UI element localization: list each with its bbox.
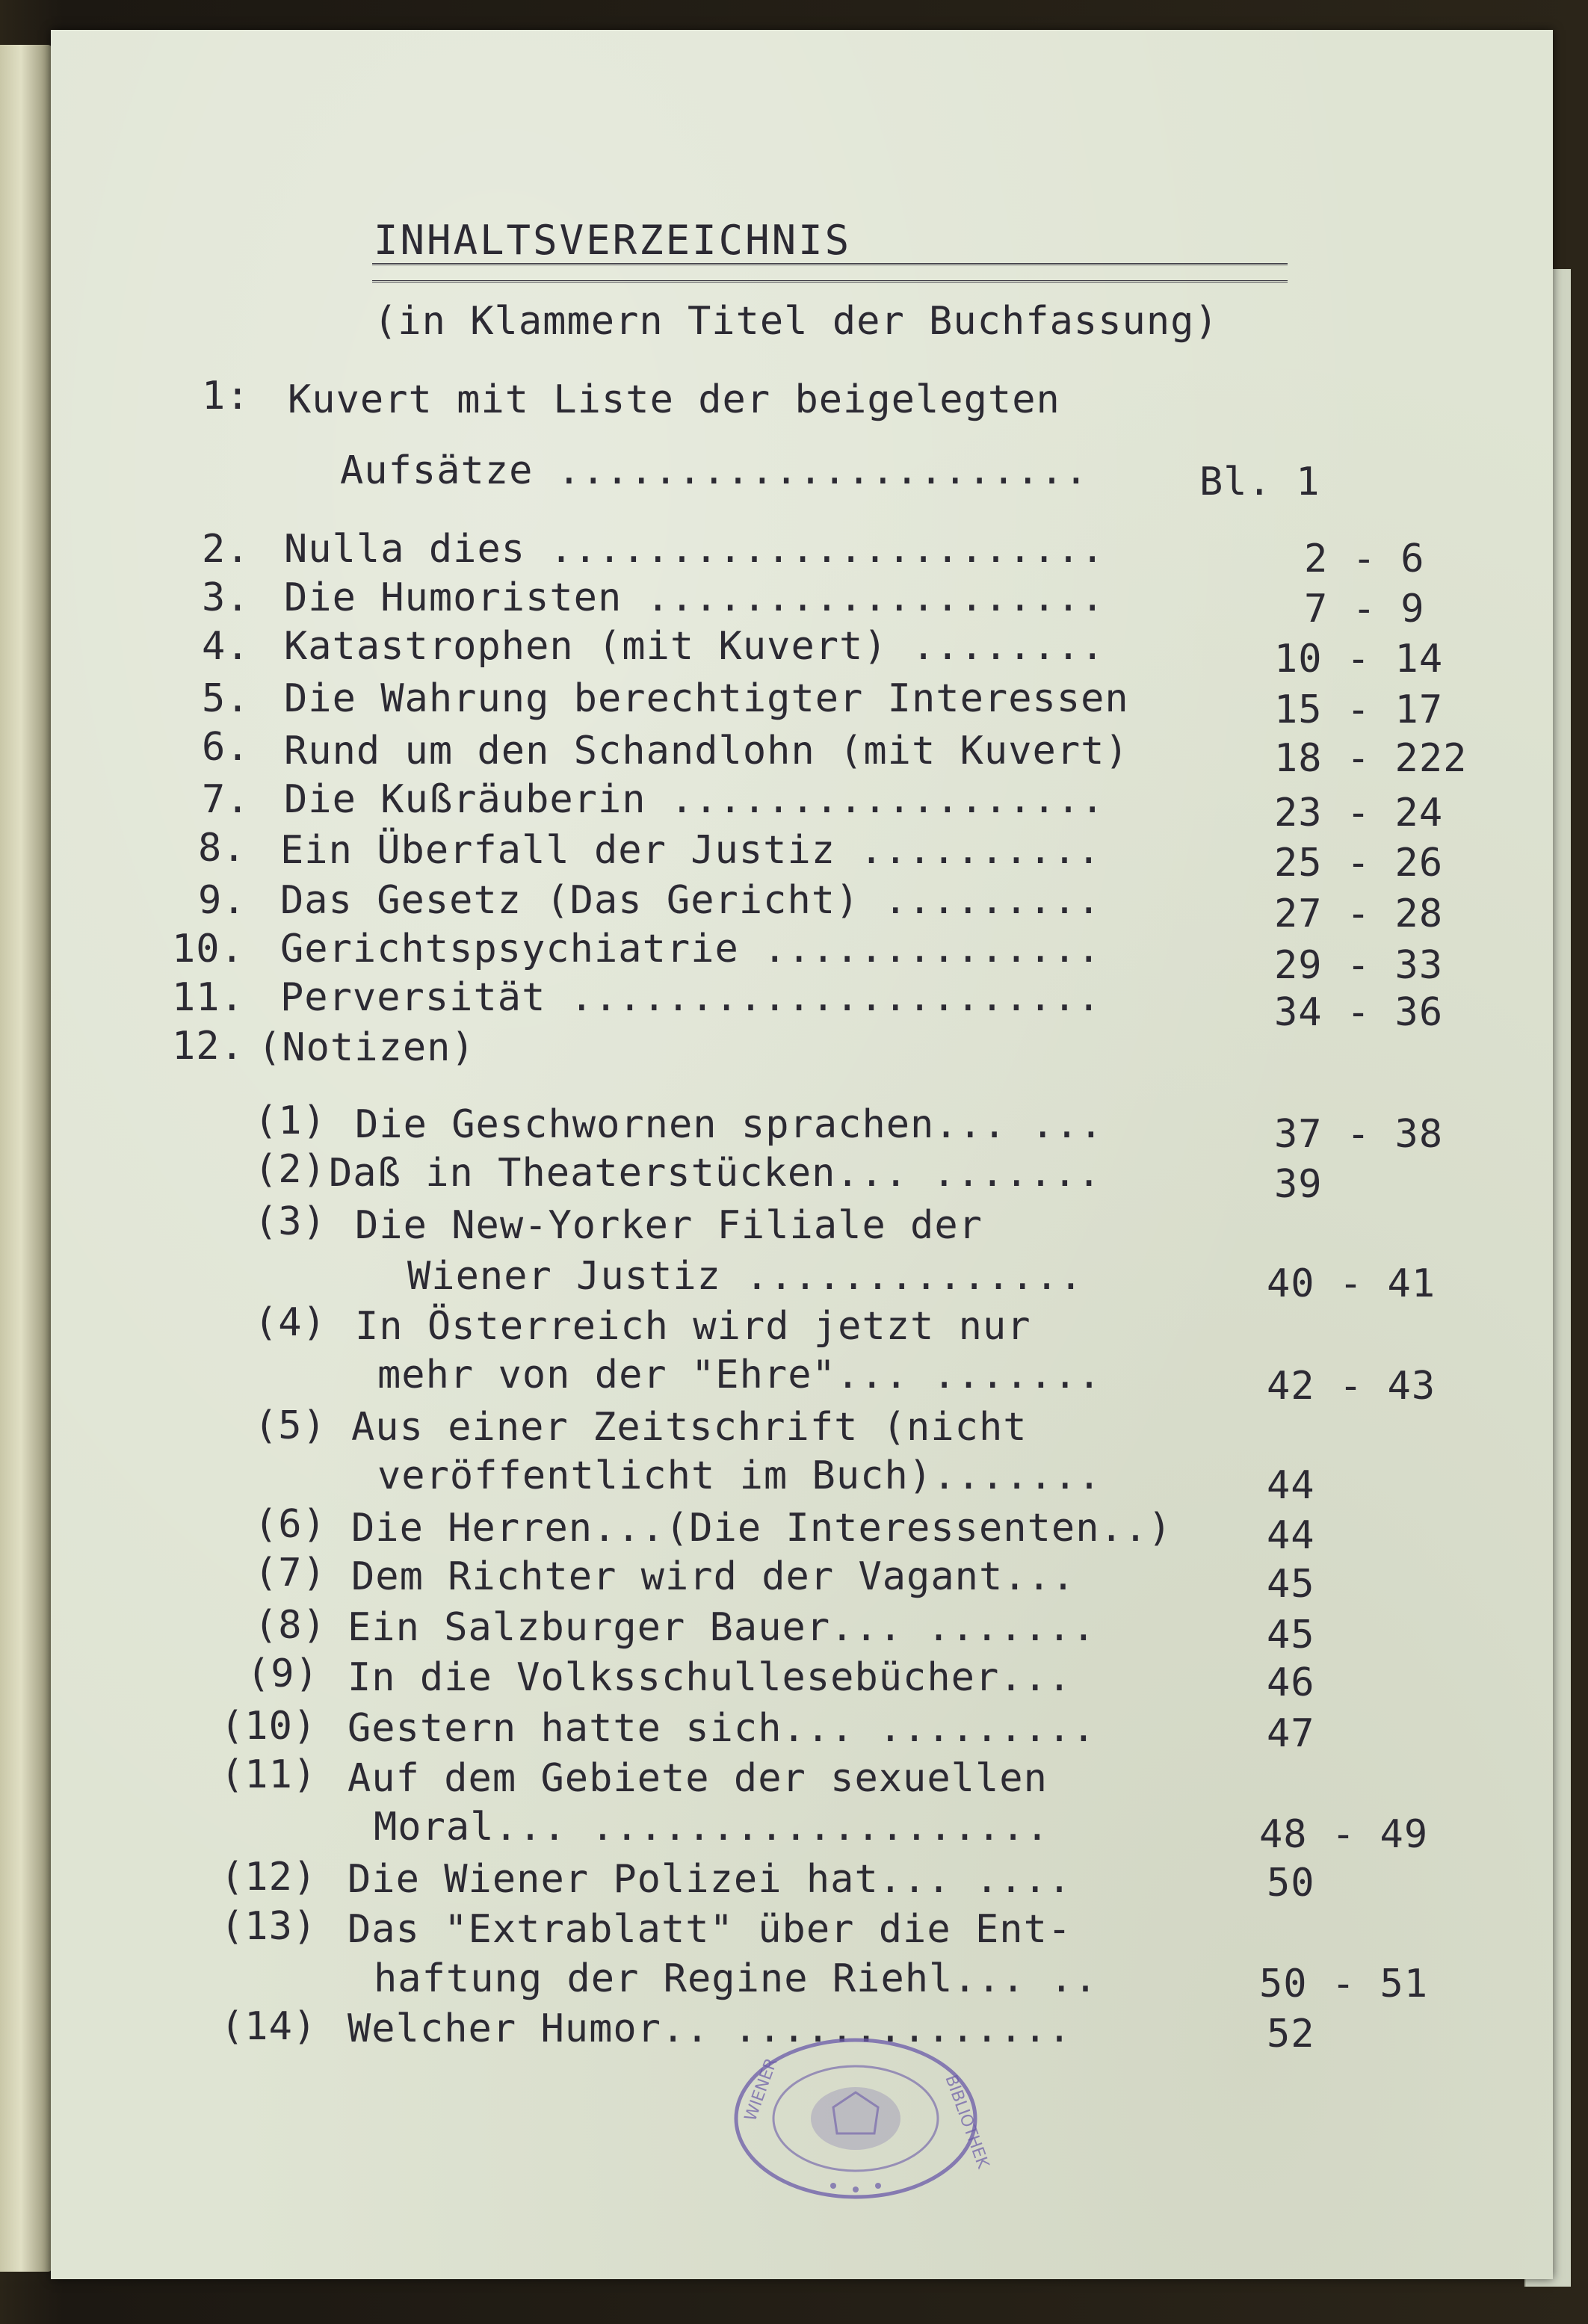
entry-title: Rund um den Schandlohn (mit Kuvert) (284, 729, 1129, 773)
note-pages: 50 - 51 (1259, 1962, 1429, 2006)
note-pages: 44 (1267, 1513, 1315, 1558)
note-number: (7) (254, 1551, 327, 1595)
entry-title: Ein Überfall der Justiz .......... (280, 828, 1102, 873)
note-title: Das "Extrablatt" über die Ent- (347, 1907, 1072, 1952)
entry-title: Kuvert mit Liste der beigelegten (288, 377, 1060, 422)
entry-pages: 34 - 36 (1274, 990, 1444, 1035)
subtitle: (in Klammern Titel der Buchfassung) (374, 299, 1219, 344)
note-title-continued: haftung der Regine Riehl... .. (374, 1956, 1099, 2001)
entry-title: Das Gesetz (Das Gericht) ......... (280, 878, 1102, 923)
note-number: (10) (220, 1704, 318, 1749)
note-pages: 47 (1267, 1711, 1315, 1756)
entry-pages: 7 - 9 (1304, 587, 1425, 631)
note-title: Aus einer Zeitschrift (nicht (351, 1405, 1028, 1450)
note-number: (8) (254, 1603, 327, 1648)
note-title: Die Geschwornen sprachen... ... (355, 1102, 1104, 1147)
note-title: Daß in Theaterstücken... ....... (329, 1151, 1102, 1196)
note-pages: 45 (1267, 1613, 1315, 1657)
entry-number: 10. (172, 927, 244, 971)
entry-title-continued: Aufsätze ...................... (340, 448, 1089, 493)
entry-pages: 15 - 17 (1274, 687, 1444, 732)
entry-title: Gerichtspsychiatrie .............. (280, 927, 1102, 971)
entry-pages: Bl. 1 (1199, 460, 1320, 504)
note-number: (5) (254, 1403, 327, 1448)
note-pages: 50 (1267, 1861, 1315, 1906)
entry-pages: 18 - 222 (1274, 736, 1468, 781)
note-title-continued: Wiener Justiz .............. (407, 1254, 1084, 1299)
entry-number: 3. (202, 575, 250, 620)
entry-title: (Notizen) (258, 1025, 475, 1070)
entry-pages: 23 - 24 (1274, 791, 1444, 835)
note-number: (1) (254, 1098, 327, 1143)
note-number: (12) (220, 1855, 318, 1900)
title-underline (372, 263, 1288, 282)
note-title-continued: mehr von der "Ehre"... ....... (377, 1353, 1102, 1397)
svg-text:WIENER: WIENER (741, 2055, 782, 2124)
note-title: Die New-Yorker Filiale der (355, 1203, 983, 1248)
note-number: (4) (254, 1300, 327, 1345)
note-pages: 52 (1267, 2012, 1315, 2056)
note-number: (13) (220, 1904, 318, 1949)
note-pages: 46 (1267, 1660, 1315, 1705)
entry-pages: 29 - 33 (1274, 943, 1444, 988)
entry-title: Die Humoristen ................... (284, 575, 1105, 620)
entry-title: Die Wahrung berechtigter Interessen (284, 676, 1129, 721)
entry-pages: 25 - 26 (1274, 841, 1444, 886)
entry-pages: 2 - 6 (1304, 537, 1425, 581)
entry-number: 2. (202, 527, 250, 572)
entry-number: 4. (202, 624, 250, 669)
note-pages: 45 (1267, 1562, 1315, 1607)
entry-title: Katastrophen (mit Kuvert) ........ (284, 624, 1105, 669)
note-pages: 40 - 41 (1267, 1261, 1436, 1306)
entry-title: Die Kußräuberin .................. (284, 777, 1105, 822)
note-pages: 48 - 49 (1259, 1812, 1429, 1857)
note-number: (14) (220, 2004, 318, 2049)
entry-number: 5. (202, 676, 250, 721)
note-title: Die Herren...(Die Interessenten..) (351, 1506, 1173, 1551)
entry-number: 7. (202, 777, 250, 822)
entry-number: 1: (202, 374, 250, 418)
note-title: Gestern hatte sich... ......... (347, 1706, 1096, 1751)
note-pages: 44 (1267, 1463, 1315, 1508)
note-pages: 42 - 43 (1267, 1364, 1436, 1409)
note-title: Auf dem Gebiete der sexuellen (347, 1756, 1048, 1801)
note-title: Ein Salzburger Bauer... ....... (347, 1605, 1096, 1650)
book-spine (0, 45, 52, 2272)
note-title-continued: veröffentlicht im Buch)....... (377, 1453, 1102, 1498)
entry-number: 11. (172, 975, 244, 1020)
note-title-continued: Moral... ................... (374, 1805, 1050, 1849)
note-title: Dem Richter wird der Vagant... (351, 1554, 1076, 1599)
entry-pages: 27 - 28 (1274, 891, 1444, 936)
entry-title: Perversität ...................... (280, 975, 1102, 1020)
note-number: (9) (247, 1651, 319, 1696)
entry-number: 6. (202, 725, 250, 770)
note-number: (6) (254, 1502, 327, 1547)
note-number: (3) (254, 1199, 327, 1244)
svg-text:BIBLIOTHEK: BIBLIOTHEK (941, 2072, 992, 2172)
library-stamp (729, 2033, 992, 2204)
note-number: (11) (220, 1752, 318, 1797)
entry-title: Nulla dies ....................... (284, 527, 1105, 572)
entry-number: 9. (198, 878, 247, 923)
note-title: In die Volksschullesebücher... (347, 1655, 1072, 1700)
note-pages: 39 (1274, 1162, 1323, 1207)
note-title: Welcher Humor.. .............. (347, 2006, 1072, 2051)
note-pages: 37 - 38 (1274, 1112, 1444, 1157)
page-title: INHALTSVERZEICHNIS (374, 217, 852, 264)
note-title: Die Wiener Polizei hat... .... (347, 1857, 1072, 1902)
entry-number: 8. (198, 826, 247, 871)
entry-pages: 10 - 14 (1274, 637, 1444, 682)
note-title: In Österreich wird jetzt nur (355, 1304, 1031, 1349)
note-number: (2) (254, 1147, 327, 1192)
entry-number: 12. (172, 1024, 244, 1069)
